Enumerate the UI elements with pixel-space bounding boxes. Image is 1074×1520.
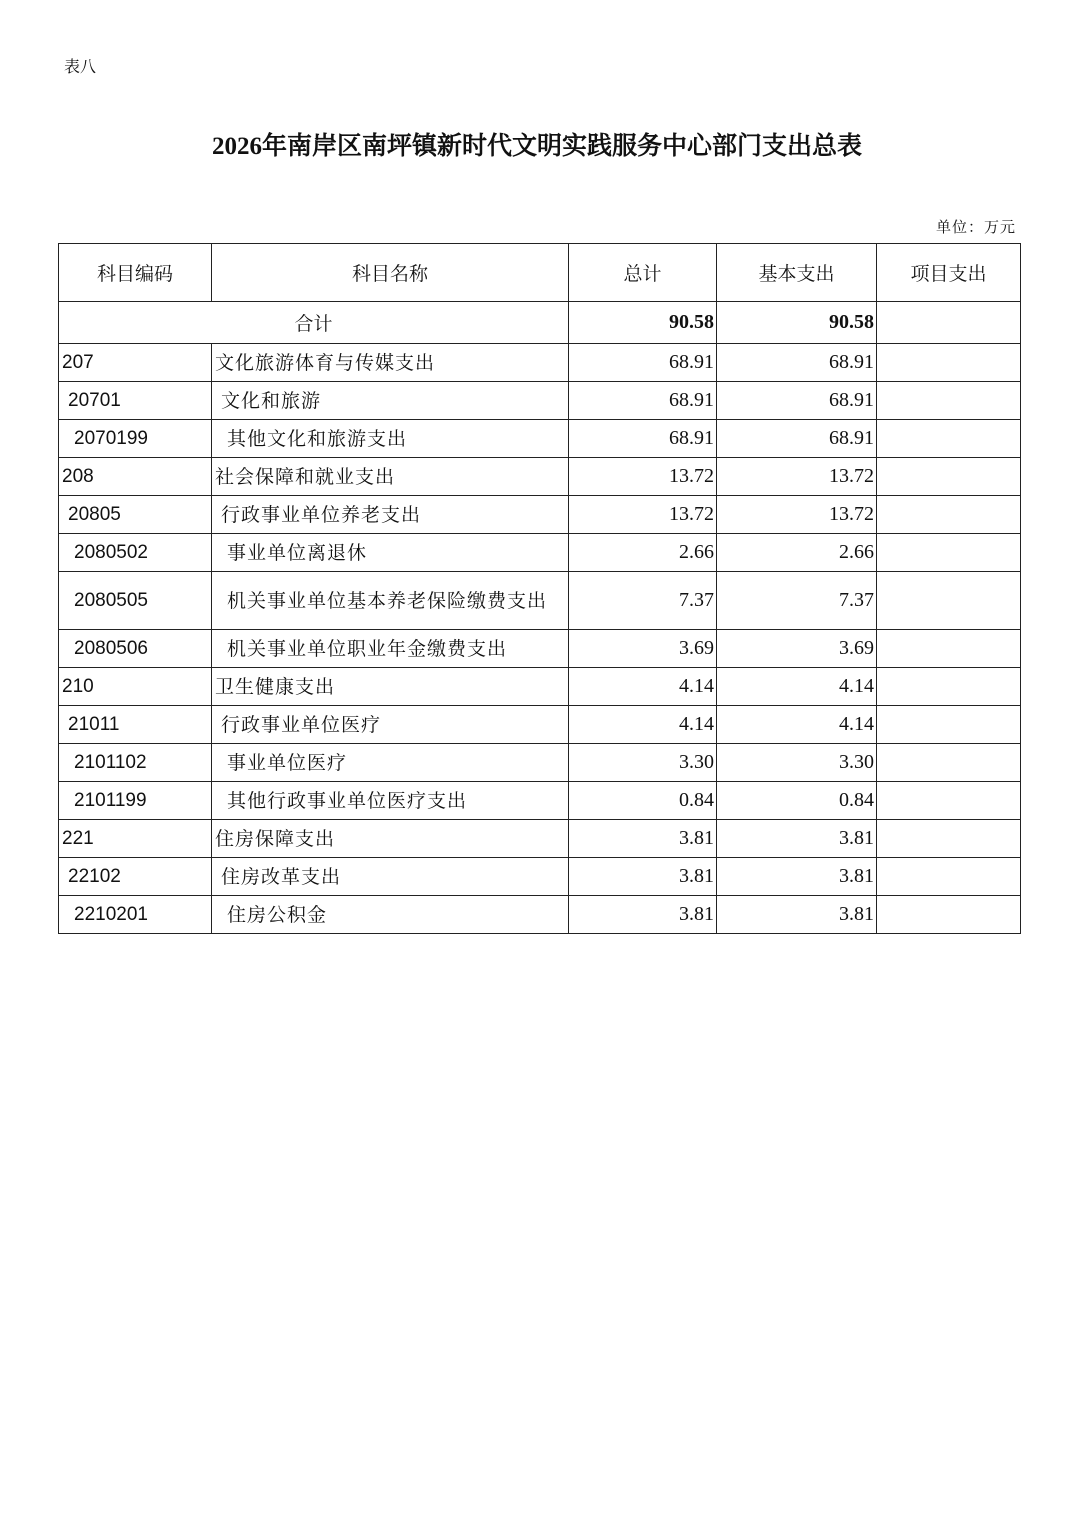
table-row xyxy=(59,744,1021,782)
row-code: 2210201 xyxy=(59,896,212,934)
row-project xyxy=(877,706,1021,744)
row-name: 文化和旅游 xyxy=(212,382,569,420)
row-project xyxy=(877,572,1021,630)
row-name: 住房公积金 xyxy=(212,896,569,934)
header-basic: 基本支出 xyxy=(717,244,877,302)
total-basic: 90.58 xyxy=(717,302,877,344)
table-row xyxy=(59,572,1021,630)
header-row xyxy=(59,244,1021,302)
expenditure-table xyxy=(58,243,1021,934)
row-total: 13.72 xyxy=(569,496,717,534)
page-title: 2026年南岸区南坪镇新时代文明实践服务中心部门支出总表 xyxy=(211,133,862,160)
row-code: 20701 xyxy=(59,382,212,420)
table-row xyxy=(59,896,1021,934)
row-name: 其他文化和旅游支出 xyxy=(212,420,569,458)
row-project xyxy=(877,420,1021,458)
header-total: 总计 xyxy=(569,244,717,302)
row-basic: 2.66 xyxy=(717,534,877,572)
row-code: 21011 xyxy=(59,706,212,744)
row-basic: 68.91 xyxy=(717,420,877,458)
total-label: 合计 xyxy=(59,302,569,344)
row-project xyxy=(877,744,1021,782)
row-basic: 3.69 xyxy=(717,630,877,668)
row-name: 住房保障支出 xyxy=(212,820,569,858)
row-name: 文化旅游体育与传媒支出 xyxy=(212,344,569,382)
row-total: 4.14 xyxy=(569,668,717,706)
row-total: 3.81 xyxy=(569,858,717,896)
row-project xyxy=(877,668,1021,706)
row-code: 20805 xyxy=(59,496,212,534)
row-basic: 4.14 xyxy=(717,706,877,744)
row-basic: 3.30 xyxy=(717,744,877,782)
row-code: 2080502 xyxy=(59,534,212,572)
table-row xyxy=(59,420,1021,458)
row-code: 2101102 xyxy=(59,744,212,782)
row-code: 210 xyxy=(59,668,212,706)
row-code: 207 xyxy=(59,344,212,382)
table-row xyxy=(59,344,1021,382)
row-project xyxy=(877,782,1021,820)
row-name: 行政事业单位养老支出 xyxy=(212,496,569,534)
row-code: 2080506 xyxy=(59,630,212,668)
row-name: 事业单位离退休 xyxy=(212,534,569,572)
row-total: 2.66 xyxy=(569,534,717,572)
table-row xyxy=(59,534,1021,572)
row-basic: 3.81 xyxy=(717,820,877,858)
row-basic: 68.91 xyxy=(717,344,877,382)
unit-label: 单位：万元 xyxy=(935,218,1016,236)
row-basic: 0.84 xyxy=(717,782,877,820)
row-basic: 3.81 xyxy=(717,896,877,934)
row-basic: 13.72 xyxy=(717,458,877,496)
table-row xyxy=(59,382,1021,420)
row-basic: 68.91 xyxy=(717,382,877,420)
row-name: 行政事业单位医疗 xyxy=(212,706,569,744)
row-code: 2101199 xyxy=(59,782,212,820)
row-total: 3.81 xyxy=(569,820,717,858)
row-name: 卫生健康支出 xyxy=(212,668,569,706)
table-row xyxy=(59,820,1021,858)
row-project xyxy=(877,458,1021,496)
row-project xyxy=(877,496,1021,534)
row-code: 22102 xyxy=(59,858,212,896)
row-project xyxy=(877,534,1021,572)
row-project xyxy=(877,858,1021,896)
row-code: 2070199 xyxy=(59,420,212,458)
row-basic: 3.81 xyxy=(717,858,877,896)
header-code: 科目编码 xyxy=(59,244,212,302)
row-basic: 4.14 xyxy=(717,668,877,706)
table-row xyxy=(59,668,1021,706)
row-project xyxy=(877,820,1021,858)
total-row xyxy=(59,302,1021,344)
row-name: 机关事业单位职业年金缴费支出 xyxy=(212,630,569,668)
table-row xyxy=(59,706,1021,744)
row-project xyxy=(877,382,1021,420)
row-name: 社会保障和就业支出 xyxy=(212,458,569,496)
row-code: 221 xyxy=(59,820,212,858)
row-basic: 13.72 xyxy=(717,496,877,534)
row-total: 68.91 xyxy=(569,382,717,420)
total-project xyxy=(877,302,1021,344)
row-basic: 7.37 xyxy=(717,572,877,630)
table-row xyxy=(59,782,1021,820)
header-name: 科目名称 xyxy=(212,244,569,302)
row-code: 2080505 xyxy=(59,572,212,630)
row-total: 7.37 xyxy=(569,572,717,630)
row-total: 13.72 xyxy=(569,458,717,496)
row-project xyxy=(877,896,1021,934)
total-sum: 90.58 xyxy=(569,302,717,344)
table-row xyxy=(59,858,1021,896)
table-row xyxy=(59,496,1021,534)
row-total: 68.91 xyxy=(569,420,717,458)
row-total: 3.30 xyxy=(569,744,717,782)
row-total: 68.91 xyxy=(569,344,717,382)
table-number-label: 表八 xyxy=(64,57,97,76)
row-project xyxy=(877,344,1021,382)
row-name: 住房改革支出 xyxy=(212,858,569,896)
row-code: 208 xyxy=(59,458,212,496)
row-total: 4.14 xyxy=(569,706,717,744)
row-total: 3.81 xyxy=(569,896,717,934)
row-name: 其他行政事业单位医疗支出 xyxy=(212,782,569,820)
table-row xyxy=(59,458,1021,496)
row-name: 事业单位医疗 xyxy=(212,744,569,782)
row-name: 机关事业单位基本养老保险缴费支出 xyxy=(212,572,569,630)
row-total: 3.69 xyxy=(569,630,717,668)
header-project: 项目支出 xyxy=(877,244,1021,302)
row-total: 0.84 xyxy=(569,782,717,820)
row-project xyxy=(877,630,1021,668)
table-row xyxy=(59,630,1021,668)
